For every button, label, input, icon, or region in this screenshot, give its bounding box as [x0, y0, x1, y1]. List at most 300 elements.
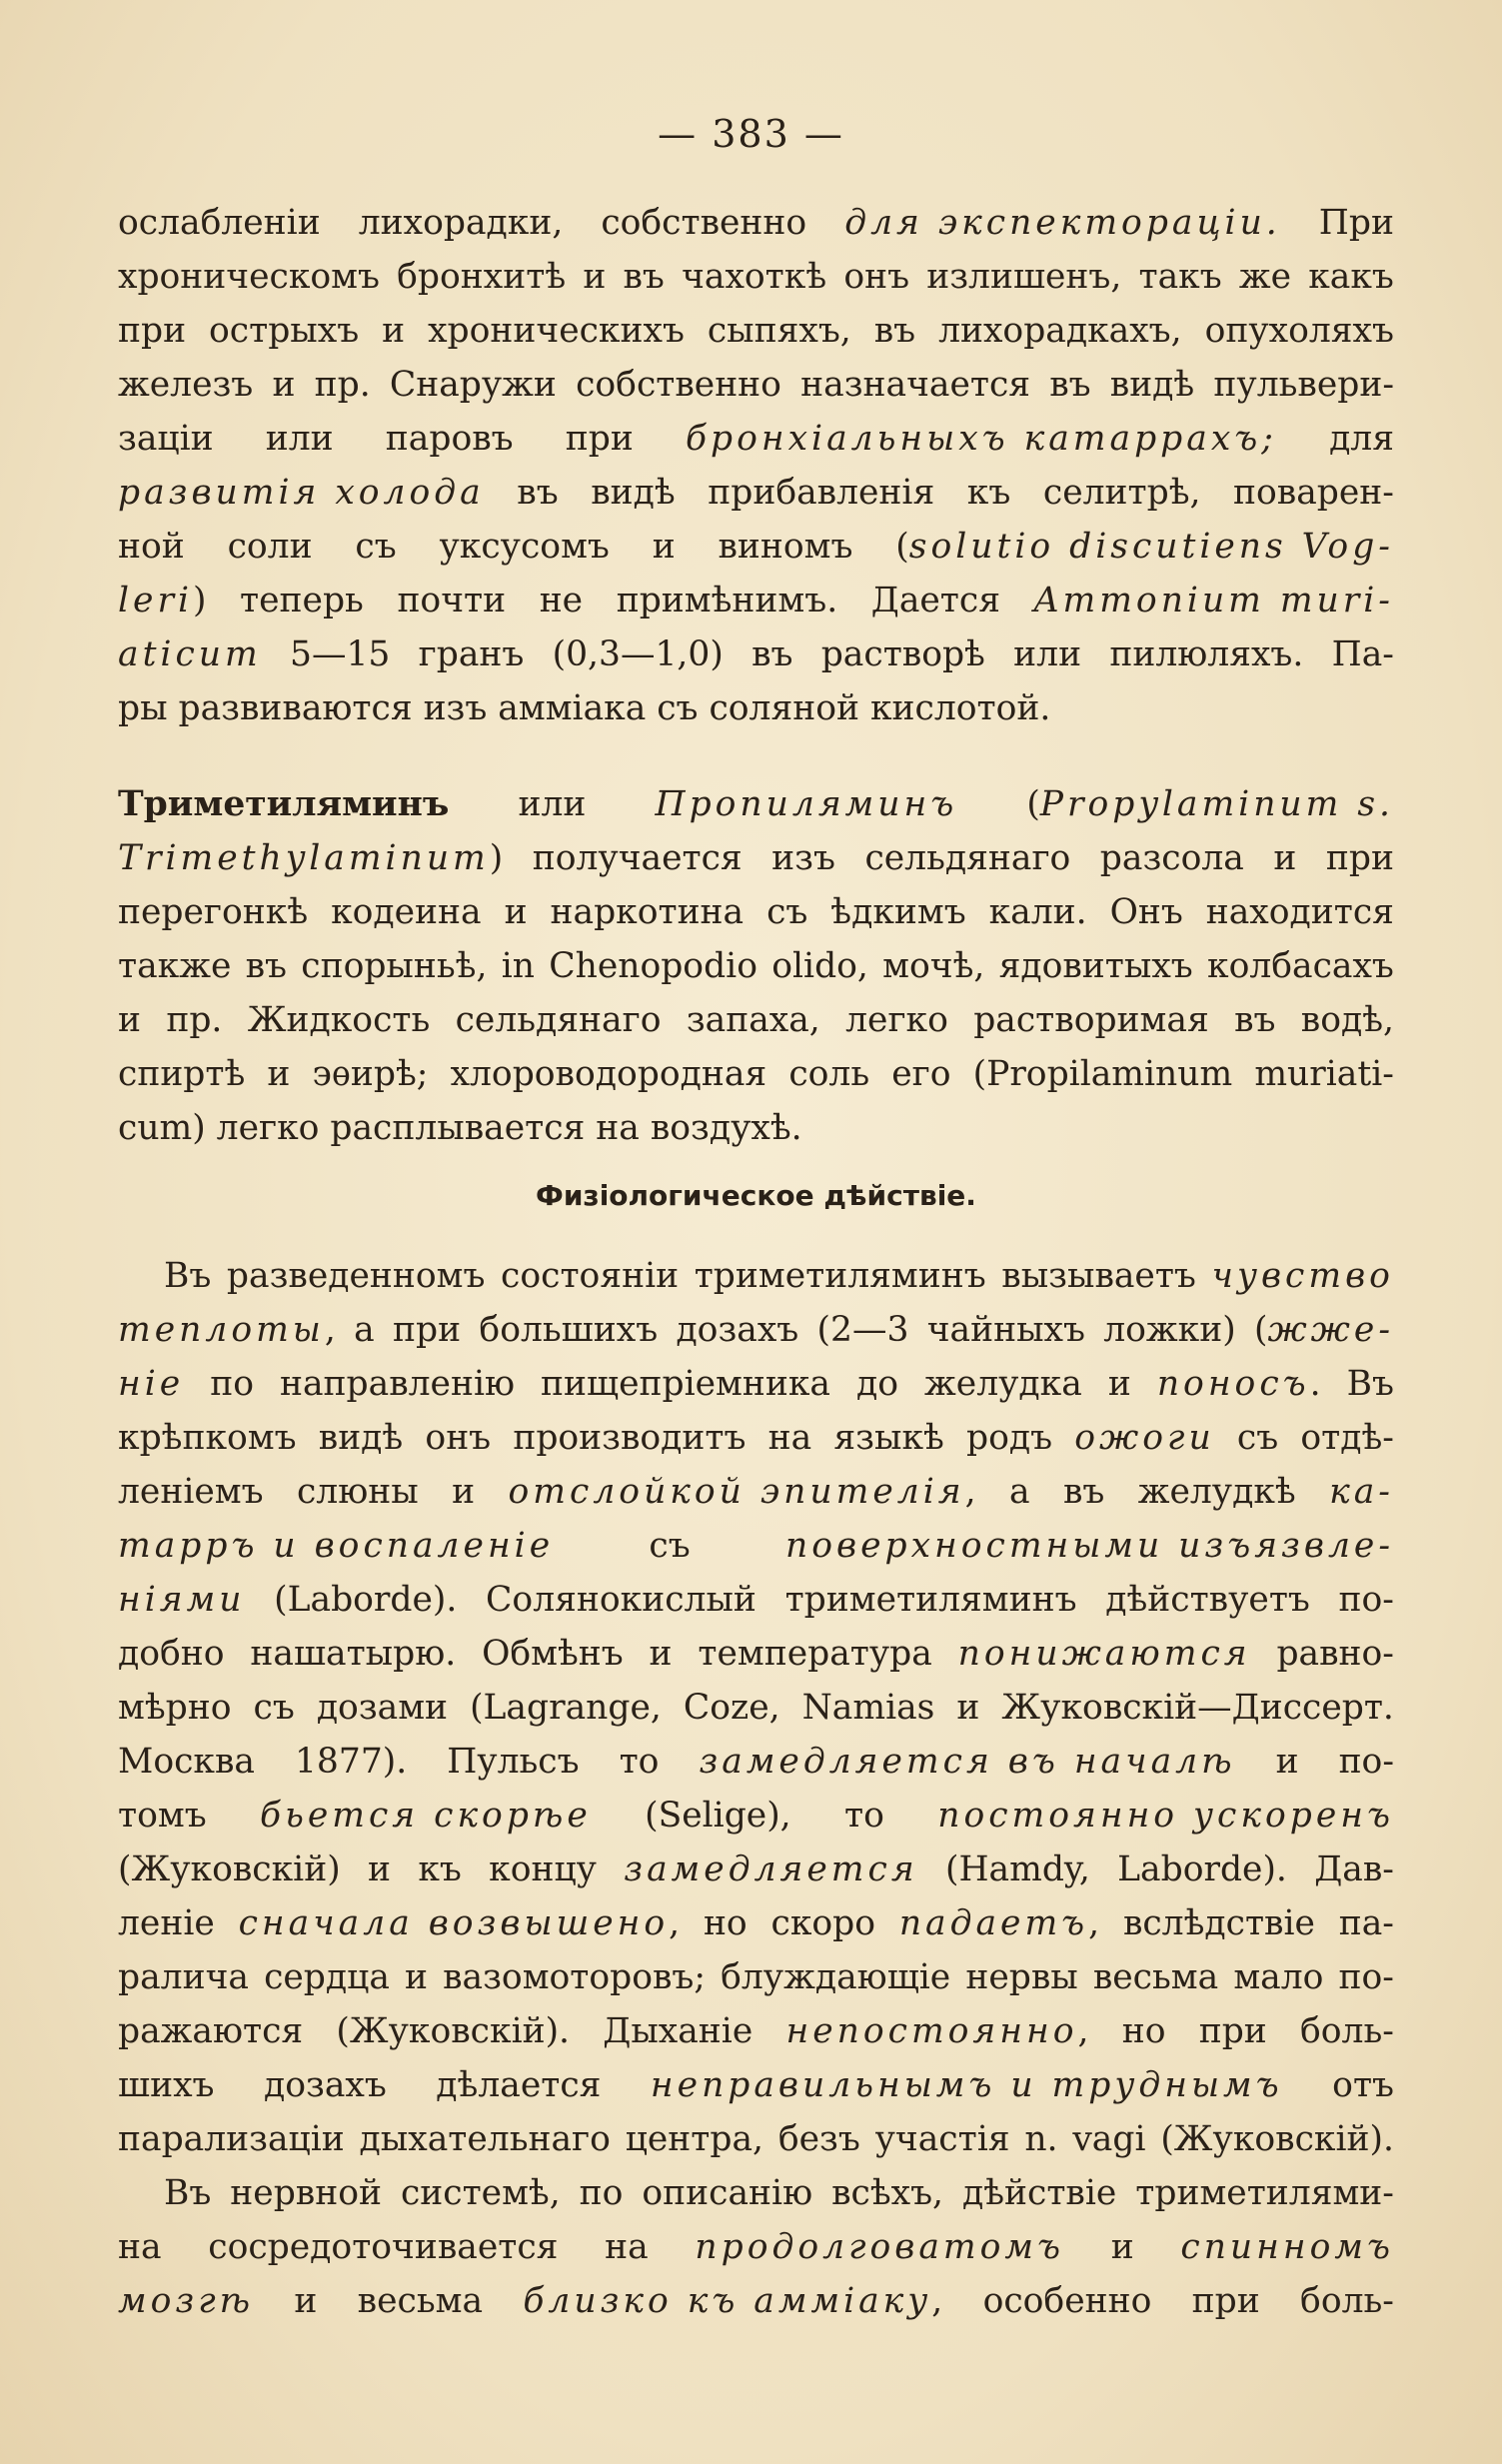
word: леніе	[118, 1903, 215, 1943]
word: сердца	[264, 1957, 390, 1997]
text-line	[118, 1950, 1394, 2004]
word: то	[844, 1796, 884, 1836]
text-line	[118, 1411, 1394, 1465]
word: развитiя холода	[118, 473, 485, 513]
text-line	[118, 250, 1394, 304]
word: тарръ и воспаленiе	[118, 1526, 555, 1566]
word: по	[210, 1364, 254, 1404]
word: видѣ	[591, 473, 676, 513]
word: перегонкѣ	[118, 892, 309, 932]
word: Въ	[164, 1256, 212, 1296]
word: Въ	[164, 2173, 212, 2213]
word: отслойкой эпителiя,	[508, 1472, 976, 1512]
word: теплоты,	[118, 1310, 336, 1350]
word: описанію	[642, 2173, 813, 2213]
word: (жже-	[1254, 1310, 1394, 1350]
word: на	[118, 2227, 162, 2267]
text-line	[118, 2112, 1394, 2166]
word: и	[1107, 1364, 1131, 1404]
word: по	[579, 2173, 624, 2213]
word: дозами	[316, 1688, 449, 1728]
word: ядовитыхъ	[998, 946, 1193, 986]
word: къ	[418, 1849, 462, 1889]
word: видѣ	[1109, 365, 1195, 405]
text-line	[118, 777, 1394, 831]
word: неправильнымъ и труднымъ	[650, 2065, 1283, 2105]
word: постоянно ускоренъ	[937, 1796, 1394, 1836]
word: гранъ	[418, 634, 525, 674]
word: безъ	[777, 2119, 860, 2159]
word: а	[354, 1310, 375, 1350]
text-line	[118, 1573, 1394, 1627]
word: па-	[1338, 1903, 1394, 1943]
word: изъ	[771, 838, 835, 878]
word: (Propylaminum s.	[1026, 784, 1394, 824]
text-line	[118, 1519, 1394, 1573]
word: замедляется	[624, 1849, 918, 1889]
word: блуждающіе	[721, 1957, 951, 1997]
word: уксусомъ	[439, 527, 610, 567]
word: Дается	[870, 581, 1000, 620]
word: разведенномъ	[226, 1256, 486, 1296]
word: железъ	[118, 365, 254, 405]
section-heading: Физіологическое дѣйствіе.	[536, 1179, 976, 1212]
word: ралича	[118, 1957, 249, 1997]
word: поварен-	[1233, 473, 1394, 513]
word: отдѣ-	[1300, 1418, 1394, 1458]
word: и	[1110, 2227, 1134, 2267]
word: и	[1275, 1742, 1299, 1782]
text-line	[118, 304, 1394, 358]
word: Trimethylaminum)	[118, 838, 504, 878]
word: При	[1318, 203, 1394, 243]
text-line	[118, 681, 1394, 735]
word: Дав-	[1314, 1849, 1394, 1889]
word: при	[565, 419, 634, 459]
word: такъ	[1138, 257, 1222, 297]
word: Дыханіе	[603, 2011, 753, 2051]
text-line	[118, 2274, 1394, 2328]
text-line	[118, 1681, 1394, 1735]
word: температура	[698, 1634, 932, 1674]
word: поносъ.	[1156, 1364, 1321, 1404]
text-line	[118, 1789, 1394, 1843]
word: сыпяхъ,	[707, 311, 851, 351]
word: прибавленія	[708, 473, 935, 513]
word: ложки)	[1103, 1310, 1236, 1350]
word: хроническихъ	[428, 311, 685, 351]
word: запаха,	[686, 1000, 820, 1040]
text-line	[118, 412, 1394, 466]
word: вызываетъ	[1001, 1256, 1196, 1296]
word: но	[1121, 2011, 1166, 2051]
word: при	[1198, 2011, 1267, 2051]
word: добно	[118, 1634, 225, 1674]
word: селитрѣ,	[1042, 473, 1201, 513]
paragraph-nervous-system	[118, 2166, 1394, 2328]
text-line	[118, 1047, 1394, 1101]
word: in	[501, 946, 535, 986]
word: растворѣ	[820, 634, 985, 674]
word: мозгѣ	[118, 2281, 255, 2321]
text-line	[118, 939, 1394, 993]
word: языкѣ	[833, 1418, 944, 1458]
word: мочѣ,	[882, 946, 985, 986]
text-line	[118, 2166, 1394, 2220]
word: до	[856, 1364, 899, 1404]
word: заціи	[118, 419, 214, 459]
word: леніемъ	[118, 1472, 264, 1512]
word: и	[504, 892, 528, 932]
word: ры развиваются изъ амміака съ соляной кислотой.	[118, 688, 1051, 728]
text-line	[118, 1303, 1394, 1357]
word: (2—3	[816, 1310, 909, 1350]
word: замедляется въ началѣ	[699, 1742, 1236, 1782]
word: примѣнимъ.	[616, 581, 838, 620]
word: хлороводородная	[450, 1054, 767, 1094]
word: ѣдкимъ	[830, 892, 966, 932]
paragraph-expectorants	[118, 196, 1394, 735]
word: разсола	[1099, 838, 1244, 878]
word: хроническомъ	[118, 257, 380, 297]
word: вслѣдствіе	[1122, 1903, 1315, 1943]
paragraph-physiological-action	[118, 1249, 1394, 2166]
word: почти	[397, 581, 507, 620]
word: по-	[1338, 1580, 1394, 1620]
text-line	[118, 831, 1394, 885]
word: (Propilaminum	[972, 1054, 1233, 1094]
word: боль-	[1300, 2011, 1394, 2051]
word: концу	[489, 1849, 597, 1889]
word: растворимая	[973, 1000, 1209, 1040]
paragraph-gap	[118, 735, 1394, 777]
text-line	[118, 520, 1394, 574]
word: сельдянаго	[455, 1000, 662, 1040]
word: и	[405, 1957, 428, 1997]
word: при	[118, 311, 187, 351]
word: триметилями-	[1135, 2173, 1394, 2213]
word: получается	[532, 838, 743, 878]
word: шихъ	[118, 2065, 215, 2105]
word: muriati-	[1254, 1054, 1394, 1094]
word: cum) легко расплывается на воздухѣ.	[118, 1108, 802, 1148]
word: нашатырю.	[250, 1634, 457, 1674]
word: ражаются	[118, 2011, 304, 2051]
word: участія	[874, 2119, 1010, 2159]
word: Chenopodio	[549, 946, 757, 986]
text-line	[118, 466, 1394, 520]
word: сельдянаго	[864, 838, 1071, 878]
text-line	[118, 358, 1394, 412]
word: Солянокислый	[486, 1580, 756, 1620]
text-line	[118, 993, 1394, 1047]
text-line	[118, 196, 1394, 250]
word: въ	[873, 311, 916, 351]
word: направленію	[279, 1364, 516, 1404]
word: съ	[253, 1688, 295, 1728]
word: aticum	[118, 634, 262, 674]
body-text	[118, 196, 1394, 2328]
word: сначала возвышено,	[238, 1903, 681, 1943]
text-line	[118, 1357, 1394, 1411]
word: родъ	[966, 1418, 1053, 1458]
word: Онъ	[1109, 892, 1183, 932]
word: по-	[1338, 1957, 1394, 1997]
word: нiе	[118, 1364, 185, 1404]
word: leri)	[118, 581, 207, 620]
word: Па-	[1331, 634, 1394, 674]
word: мало	[1233, 1957, 1324, 1997]
word: vagi	[1072, 2119, 1146, 2159]
word: для экспекторацiи.	[844, 203, 1281, 243]
word: соль	[788, 1054, 870, 1094]
word: и	[583, 257, 607, 297]
text-line	[118, 885, 1394, 939]
word: дозахъ	[263, 2065, 387, 2105]
word: (Жуковскій)	[118, 1849, 341, 1889]
word: (Жуковскій).	[1160, 2119, 1394, 2159]
word: видѣ	[318, 1418, 404, 1458]
word: спинномъ	[1180, 2227, 1394, 2267]
word: состояніи	[501, 1256, 680, 1296]
word: собственно	[576, 365, 781, 405]
word: при	[393, 1310, 462, 1350]
word: Ammonium muri-	[1033, 581, 1394, 620]
word: падаетъ,	[898, 1903, 1100, 1943]
word: (Hamdy,	[945, 1849, 1090, 1889]
word: слюны	[296, 1472, 419, 1512]
word: его	[891, 1054, 951, 1094]
word: виномъ	[718, 527, 853, 567]
word: въ	[1049, 365, 1091, 405]
word: скоро	[770, 1903, 876, 1943]
word: также	[118, 946, 232, 986]
word: Laborde).	[1117, 1849, 1287, 1889]
word: дѣйствуетъ	[1105, 1580, 1310, 1620]
word: и	[1273, 838, 1297, 878]
word: весьма	[357, 2281, 484, 2321]
word: Namias	[801, 1688, 935, 1728]
text-line	[118, 1843, 1394, 1896]
word: пищепріемника	[541, 1364, 830, 1404]
word: ослабленіи	[118, 203, 321, 243]
word: крѣпкомъ	[118, 1418, 297, 1458]
word: близко къ амміаку,	[523, 2281, 943, 2321]
text-line	[118, 1627, 1394, 1681]
word: Жуковскій—Диссерт.	[1001, 1688, 1394, 1728]
word: пилюляхъ.	[1109, 634, 1304, 674]
text-line	[118, 574, 1394, 627]
word: всѣхъ,	[831, 2173, 944, 2213]
word: парализаціи	[118, 2119, 345, 2159]
word: спиртѣ	[118, 1054, 246, 1094]
word: и	[118, 1000, 141, 1040]
word: и	[382, 311, 406, 351]
word: водѣ,	[1300, 1000, 1394, 1040]
word: лихорадкахъ,	[938, 311, 1182, 351]
word: центра,	[625, 2119, 764, 2159]
word: нервной	[230, 2173, 382, 2213]
word: легко	[845, 1000, 948, 1040]
word: и	[367, 1849, 391, 1889]
word: спорыньѣ,	[301, 946, 488, 986]
text-line	[118, 627, 1394, 681]
word: Coze,	[683, 1688, 780, 1728]
word: соли	[227, 527, 313, 567]
word: (Laborde).	[274, 1580, 458, 1620]
word: паровъ	[385, 419, 514, 459]
word: нервы	[965, 1957, 1078, 1997]
word: бьется скорѣе	[260, 1796, 592, 1836]
word: Обмѣнъ	[482, 1634, 624, 1674]
word: (Selige),	[645, 1796, 791, 1836]
word: особенно	[982, 2281, 1152, 2321]
word: (0,3—1,0)	[552, 634, 724, 674]
word: бронхитѣ	[397, 257, 567, 297]
text-line	[118, 1465, 1394, 1519]
word: собственно	[601, 203, 807, 243]
word: 1877).	[294, 1742, 408, 1782]
word: Жидкость	[247, 1000, 431, 1040]
word: по-	[1338, 1742, 1394, 1782]
word: кали.	[988, 892, 1087, 932]
word: нiями	[118, 1580, 246, 1620]
word: olido,	[771, 946, 868, 986]
word: съ	[766, 892, 808, 932]
word: съ	[355, 527, 397, 567]
word: и	[267, 1054, 291, 1094]
word: желудкѣ	[1137, 1472, 1296, 1512]
word: дѣйствіе	[961, 2173, 1117, 2213]
word: сосредоточивается	[208, 2227, 559, 2267]
word: (solutio discutiens Vog-	[895, 527, 1394, 567]
word: назначается	[800, 365, 1031, 405]
word: ка-	[1329, 1472, 1394, 1512]
word: острыхъ	[209, 311, 360, 351]
word: желудка	[924, 1364, 1082, 1404]
word: Въ	[1346, 1364, 1394, 1404]
word: производитъ	[513, 1418, 747, 1458]
word: въ	[1062, 1472, 1105, 1512]
word: дозахъ	[676, 1310, 799, 1350]
word: мѣрно	[118, 1688, 232, 1728]
word: не	[539, 581, 584, 620]
word: понижаются	[957, 1634, 1251, 1674]
word: боль-	[1300, 2281, 1394, 2321]
word: дѣлается	[436, 2065, 602, 2105]
word: или	[265, 419, 334, 459]
word: Снаружи	[389, 365, 557, 405]
word: съ	[649, 1526, 691, 1566]
word: Пульсъ	[447, 1742, 580, 1782]
word: наркотина	[550, 892, 745, 932]
word: продолговатомъ	[695, 2227, 1065, 2267]
word: а	[1008, 1472, 1030, 1512]
word: чайныхъ	[926, 1310, 1085, 1350]
word: (Lagrange,	[470, 1688, 662, 1728]
text-line	[118, 1101, 1394, 1155]
word: чувство	[1211, 1256, 1394, 1296]
word: но	[703, 1903, 748, 1943]
word: непостоянно,	[785, 2011, 1089, 2051]
word: n.	[1024, 2119, 1058, 2159]
word: находится	[1205, 892, 1394, 932]
word: пр.	[314, 365, 371, 405]
word: въ	[245, 946, 287, 986]
text-line	[118, 1249, 1394, 1303]
word: въ	[517, 473, 559, 513]
word: большихъ	[479, 1310, 659, 1350]
word: и	[956, 1688, 980, 1728]
word: эѳирѣ;	[312, 1054, 429, 1094]
word: Москва	[118, 1742, 255, 1782]
word: онъ	[843, 257, 910, 297]
text-line	[118, 1735, 1394, 1789]
word: онъ	[425, 1418, 492, 1458]
word: или	[518, 784, 587, 824]
word: лихорадки,	[358, 203, 564, 243]
word: ной	[118, 527, 185, 567]
word: какъ	[1308, 257, 1394, 297]
word: къ	[966, 473, 1011, 513]
word: Пропиляминъ	[655, 784, 958, 824]
page-number: — 383 —	[658, 112, 844, 156]
word: дыхательнаго	[359, 2119, 611, 2159]
word: чахоткѣ	[682, 257, 827, 297]
word: въ	[751, 634, 793, 674]
word: ожоги	[1074, 1418, 1215, 1458]
word: на	[767, 1418, 812, 1458]
text-line	[118, 1896, 1394, 1950]
word: теперь	[240, 581, 364, 620]
word: излишенъ,	[926, 257, 1122, 297]
word: 5—15	[290, 634, 391, 674]
word: вазомоторовъ;	[443, 1957, 707, 1997]
word: отъ	[1332, 2065, 1394, 2105]
paragraph-trimethylamine	[118, 777, 1394, 1155]
word: въ	[1234, 1000, 1276, 1040]
word: для	[1329, 419, 1394, 459]
word: томъ	[118, 1796, 207, 1836]
word: въ	[623, 257, 665, 297]
word: при	[1325, 838, 1394, 878]
word: бронхiальныхъ катаррахъ;	[685, 419, 1277, 459]
word: же	[1238, 257, 1292, 297]
word: съ	[1236, 1418, 1279, 1458]
word: триметиляминъ	[694, 1256, 986, 1296]
word: системѣ,	[400, 2173, 561, 2213]
word: и	[294, 2281, 318, 2321]
word: поверхностными изъязвле-	[785, 1526, 1394, 1566]
text-line	[118, 2004, 1394, 2058]
word: при	[1191, 2281, 1260, 2321]
word: равно-	[1276, 1634, 1394, 1674]
word: весьма	[1092, 1957, 1219, 1997]
word: или	[1013, 634, 1082, 674]
word: на	[605, 2227, 649, 2267]
word: и	[272, 365, 296, 405]
text-line	[118, 2058, 1394, 2112]
word: пульвери-	[1213, 365, 1394, 405]
word: Триметиляминъ	[118, 784, 450, 824]
word: (Жуковскій).	[336, 2011, 571, 2051]
word: то	[619, 1742, 660, 1782]
word: кодеина	[331, 892, 482, 932]
word: триметиляминъ	[784, 1580, 1077, 1620]
text-line	[118, 2220, 1394, 2274]
word: и	[452, 1472, 476, 1512]
word: колбасахъ	[1207, 946, 1394, 986]
